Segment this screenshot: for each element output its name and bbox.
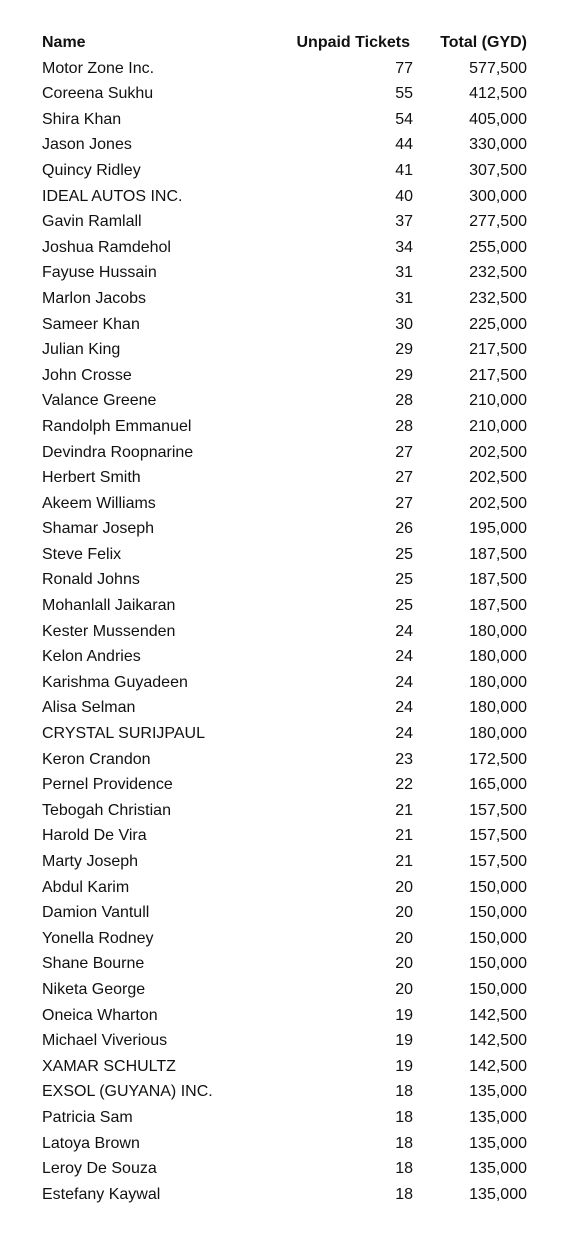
cell-total: 330,000 — [469, 136, 527, 154]
table-row — [42, 388, 527, 414]
cell-name: Coreena Sukhu — [42, 85, 154, 103]
cell-total: 300,000 — [469, 187, 527, 205]
cell-name: Shane Bourne — [42, 955, 145, 973]
cell-unpaid-tickets: 20 — [395, 955, 413, 973]
cell-total: 135,000 — [469, 1108, 527, 1126]
cell-name: Damion Vantull — [42, 904, 150, 922]
header-row — [42, 30, 527, 56]
cell-name: Shira Khan — [42, 110, 122, 128]
table-row — [42, 747, 527, 773]
cell-unpaid-tickets: 24 — [395, 699, 413, 717]
table-row — [42, 567, 527, 593]
table-row — [42, 491, 527, 517]
cell-unpaid-tickets: 24 — [395, 622, 413, 640]
cell-total: 180,000 — [469, 725, 527, 743]
cell-total: 217,500 — [469, 341, 527, 359]
cell-total: 180,000 — [469, 648, 527, 666]
header-unpaid-tickets: Unpaid Tickets — [296, 34, 410, 51]
table-row — [42, 695, 527, 721]
cell-name: Sameer Khan — [42, 315, 140, 333]
table-row — [42, 414, 527, 440]
table-body — [42, 56, 527, 1208]
header-total: Total (GYD) — [440, 34, 527, 51]
cell-name: IDEAL AUTOS INC. — [42, 187, 183, 205]
cell-total: 277,500 — [469, 213, 527, 231]
unpaid-tickets-table — [42, 30, 527, 1207]
table-row — [42, 542, 527, 568]
cell-unpaid-tickets: 23 — [395, 750, 413, 768]
cell-unpaid-tickets: 24 — [395, 648, 413, 666]
table-row — [42, 849, 527, 875]
cell-unpaid-tickets: 27 — [395, 469, 413, 487]
cell-name: XAMAR SCHULTZ — [42, 1057, 176, 1075]
table-row — [42, 977, 527, 1003]
cell-unpaid-tickets: 18 — [395, 1108, 413, 1126]
cell-name: Motor Zone Inc. — [42, 59, 155, 77]
cell-total: 187,500 — [469, 571, 527, 589]
cell-unpaid-tickets: 34 — [395, 238, 413, 256]
cell-total: 150,000 — [469, 929, 527, 947]
cell-name: Shamar Joseph — [42, 520, 155, 538]
cell-name: Marlon Jacobs — [42, 289, 147, 307]
cell-total: 412,500 — [469, 85, 527, 103]
cell-name: John Crosse — [42, 366, 132, 384]
table-row — [42, 670, 527, 696]
cell-name: Mohanlall Jaikaran — [42, 597, 176, 615]
cell-unpaid-tickets: 21 — [395, 801, 413, 819]
cell-unpaid-tickets: 37 — [395, 213, 413, 231]
cell-total: 150,000 — [469, 955, 527, 973]
table-row — [42, 337, 527, 363]
cell-unpaid-tickets: 18 — [395, 1160, 413, 1178]
table-row — [42, 107, 527, 133]
table-row — [42, 132, 527, 158]
table-row — [42, 158, 527, 184]
table-row — [42, 1156, 527, 1182]
cell-name: Estefany Kaywal — [42, 1185, 161, 1203]
cell-total: 172,500 — [469, 750, 527, 768]
table-row — [42, 1054, 527, 1080]
table-row — [42, 721, 527, 747]
table-row — [42, 209, 527, 235]
table-row — [42, 593, 527, 619]
cell-name: Leroy De Souza — [42, 1160, 157, 1178]
cell-total: 255,000 — [469, 238, 527, 256]
cell-total: 157,500 — [469, 853, 527, 870]
table-row — [42, 260, 527, 286]
cell-name: Marty Joseph — [42, 853, 139, 870]
table-row — [42, 1028, 527, 1054]
cell-total: 577,500 — [469, 59, 527, 77]
table-row — [42, 184, 527, 210]
unpaid-tickets-sheet — [0, 30, 573, 1207]
cell-total: 210,000 — [469, 392, 527, 410]
cell-total: 135,000 — [469, 1134, 527, 1152]
cell-name: EXSOL (GUYANA) INC. — [42, 1083, 213, 1101]
cell-unpaid-tickets: 19 — [395, 1032, 413, 1050]
cell-unpaid-tickets: 29 — [395, 341, 413, 359]
table-row — [42, 926, 527, 952]
table-row — [42, 644, 527, 670]
table-row — [42, 823, 527, 849]
cell-unpaid-tickets: 19 — [395, 1057, 413, 1075]
cell-total: 217,500 — [469, 366, 527, 384]
cell-total: 157,500 — [469, 827, 527, 845]
cell-total: 150,000 — [469, 878, 527, 896]
cell-unpaid-tickets: 31 — [395, 289, 413, 307]
cell-unpaid-tickets: 28 — [395, 417, 413, 435]
cell-total: 307,500 — [469, 161, 527, 179]
cell-total: 142,500 — [469, 1057, 527, 1075]
cell-unpaid-tickets: 55 — [395, 85, 413, 103]
cell-name: Abdul Karim — [42, 878, 130, 896]
cell-name: Kelon Andries — [42, 648, 141, 666]
cell-unpaid-tickets: 54 — [395, 110, 413, 128]
cell-total: 405,000 — [469, 110, 527, 128]
cell-unpaid-tickets: 27 — [395, 494, 413, 512]
cell-total: 232,500 — [469, 289, 527, 307]
table-row — [42, 900, 527, 926]
cell-name: Tebogah Christian — [42, 801, 171, 819]
cell-name: Fayuse Hussain — [42, 264, 157, 282]
table-row — [42, 1131, 527, 1157]
table-row — [42, 772, 527, 798]
table-row — [42, 875, 527, 901]
cell-total: 187,500 — [469, 597, 527, 615]
cell-total: 180,000 — [469, 699, 527, 717]
cell-unpaid-tickets: 28 — [395, 392, 413, 410]
cell-total: 135,000 — [469, 1185, 527, 1203]
table-row — [42, 1079, 527, 1105]
cell-total: 225,000 — [469, 315, 527, 333]
table-row — [42, 951, 527, 977]
table-row — [42, 619, 527, 645]
cell-name: Randolph Emmanuel — [42, 417, 192, 435]
cell-name: Julian King — [42, 341, 121, 359]
cell-unpaid-tickets: 25 — [395, 597, 413, 615]
cell-name: CRYSTAL SURIJPAUL — [42, 725, 206, 743]
table-row — [42, 798, 527, 824]
cell-unpaid-tickets: 20 — [395, 878, 413, 896]
cell-total: 165,000 — [469, 776, 527, 794]
cell-name: Karishma Guyadeen — [42, 673, 188, 691]
cell-total: 150,000 — [469, 980, 527, 998]
cell-name: Yonella Rodney — [42, 929, 154, 947]
cell-total: 142,500 — [469, 1032, 527, 1050]
cell-total: 210,000 — [469, 417, 527, 435]
cell-unpaid-tickets: 22 — [395, 776, 413, 794]
cell-unpaid-tickets: 20 — [395, 980, 413, 998]
cell-total: 202,500 — [469, 469, 527, 487]
cell-name: Harold De Vira — [42, 827, 147, 845]
table-header — [42, 30, 527, 56]
cell-unpaid-tickets: 44 — [395, 136, 413, 154]
cell-name: Quincy Ridley — [42, 161, 141, 179]
cell-total: 135,000 — [469, 1083, 527, 1101]
cell-unpaid-tickets: 25 — [395, 545, 413, 563]
cell-name: Valance Greene — [42, 392, 157, 410]
cell-name: Steve Felix — [42, 545, 122, 563]
cell-unpaid-tickets: 18 — [395, 1185, 413, 1203]
cell-name: Michael Viverious — [42, 1032, 168, 1050]
cell-name: Patricia Sam — [42, 1108, 133, 1126]
cell-name: Akeem Williams — [42, 494, 156, 512]
cell-unpaid-tickets: 18 — [395, 1134, 413, 1152]
cell-name: Ronald Johns — [42, 571, 140, 589]
cell-unpaid-tickets: 41 — [395, 161, 413, 179]
cell-name: Joshua Ramdehol — [42, 238, 171, 256]
cell-unpaid-tickets: 27 — [395, 443, 413, 461]
table-row — [42, 516, 527, 542]
cell-total: 202,500 — [469, 443, 527, 461]
header-name: Name — [42, 34, 86, 51]
table-row — [42, 286, 527, 312]
cell-name: Gavin Ramlall — [42, 213, 142, 231]
cell-total: 150,000 — [469, 904, 527, 922]
table-row — [42, 81, 527, 107]
cell-unpaid-tickets: 19 — [395, 1006, 413, 1024]
cell-total: 142,500 — [469, 1006, 527, 1024]
table-row — [42, 1182, 527, 1208]
cell-name: Oneica Wharton — [42, 1006, 158, 1024]
cell-unpaid-tickets: 20 — [395, 929, 413, 947]
cell-unpaid-tickets: 24 — [395, 673, 413, 691]
cell-unpaid-tickets: 26 — [395, 520, 413, 538]
cell-unpaid-tickets: 29 — [395, 366, 413, 384]
cell-unpaid-tickets: 24 — [395, 725, 413, 743]
table-row — [42, 56, 527, 82]
cell-name: Devindra Roopnarine — [42, 443, 194, 461]
cell-total: 232,500 — [469, 264, 527, 282]
cell-total: 180,000 — [469, 673, 527, 691]
cell-name: Herbert Smith — [42, 469, 141, 487]
table-row — [42, 363, 527, 389]
cell-name: Kester Mussenden — [42, 622, 176, 640]
cell-name: Alisa Selman — [42, 699, 136, 717]
cell-unpaid-tickets: 21 — [395, 853, 413, 870]
cell-name: Jason Jones — [42, 136, 132, 154]
table-row — [42, 1105, 527, 1131]
table-row — [42, 440, 527, 466]
table-row — [42, 312, 527, 338]
cell-unpaid-tickets: 25 — [395, 571, 413, 589]
cell-unpaid-tickets: 30 — [395, 315, 413, 333]
cell-total: 180,000 — [469, 622, 527, 640]
table-row — [42, 1003, 527, 1029]
table-row — [42, 465, 527, 491]
cell-name: Latoya Brown — [42, 1134, 140, 1152]
cell-unpaid-tickets: 31 — [395, 264, 413, 282]
cell-name: Pernel Providence — [42, 776, 173, 794]
cell-unpaid-tickets: 20 — [395, 904, 413, 922]
cell-total: 135,000 — [469, 1160, 527, 1178]
cell-total: 157,500 — [469, 801, 527, 819]
cell-name: Keron Crandon — [42, 750, 151, 768]
cell-unpaid-tickets: 18 — [395, 1083, 413, 1101]
cell-unpaid-tickets: 40 — [395, 187, 413, 205]
table-row — [42, 235, 527, 261]
cell-total: 202,500 — [469, 494, 527, 512]
cell-unpaid-tickets: 21 — [395, 827, 413, 845]
cell-name: Niketa George — [42, 980, 146, 998]
cell-total: 195,000 — [469, 520, 527, 538]
cell-total: 187,500 — [469, 545, 527, 563]
cell-unpaid-tickets: 77 — [395, 59, 413, 77]
